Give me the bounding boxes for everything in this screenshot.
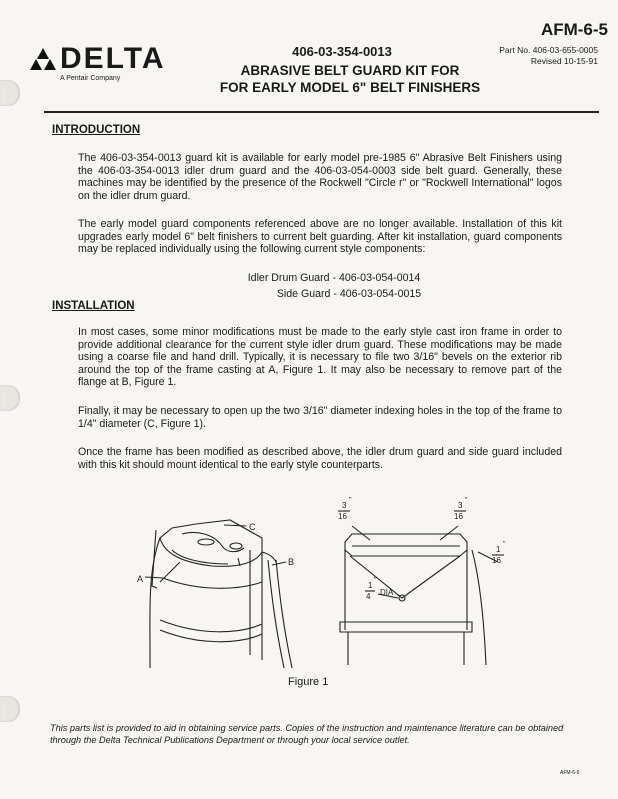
dim-left-inch: " xyxy=(349,497,352,504)
dia-numerator: 1 xyxy=(368,581,373,590)
dim-right-denominator: 16 xyxy=(454,512,463,521)
part-no: Part No. 406-03-655-0005 xyxy=(499,45,598,55)
component-idler-drum-guard: Idler Drum Guard - 406-03-054-0014 xyxy=(247,272,421,284)
installation-paragraph-2: Finally, it may be necessary to open up the two 3/16" diameter indexing holes in the top of the frame to 1/4" diameter (C, Figure 1). xyxy=(78,405,562,430)
delta-logo xyxy=(30,44,180,82)
dim-left-denominator: 16 xyxy=(338,512,347,521)
title-line-2: FOR EARLY MODEL 6" BELT FINISHERS xyxy=(219,80,481,95)
dia-inch: " xyxy=(374,577,377,584)
label-a: A xyxy=(137,574,144,584)
installation-paragraph-1: In most cases, some minor modifications must be made to the early style cast iron frame in order to provide additional clearance for the current style idler drum guard. These modifications may be made using a coarse file and hand drill. Typically, it is necessary to file two 3/16" bevels on the exterior rib around the top of the frame casting at A, Figure 1. It may also be necessary to remove part of the flange at B, Figure 1. xyxy=(78,326,562,389)
component-side-guard: Side Guard - 406-03-054-0015 xyxy=(276,288,422,300)
title-line-1: ABRASIVE BELT GUARD KIT FOR xyxy=(240,63,460,78)
dim-side-denominator: 16 xyxy=(492,556,501,565)
part-number-block xyxy=(440,45,598,67)
figure-1-drawing xyxy=(0,490,618,670)
revised-date: Revised 10-15-91 xyxy=(530,56,598,66)
brand-name: DELTA xyxy=(60,42,166,75)
footer-code: AFM-6-5 xyxy=(560,770,580,776)
dim-left-numerator: 3 xyxy=(342,501,347,510)
frame-perspective-view xyxy=(137,520,294,668)
intro-paragraph-1: The 406-03-354-0013 guard kit is available for early model pre-1985 6" Abrasive Belt Finishers using the 406-03-354-0013 idler drum guard and the 406-03-054-0003 side belt guard. Generally, these machines may be identified by the presence of the Rockwell "Circle r" or "Rockwell International" logos on the idler drum guard. xyxy=(78,152,562,202)
delta-triangles-icon xyxy=(30,48,56,70)
punch-hole xyxy=(0,80,20,106)
header-divider xyxy=(44,111,599,113)
brand-subtitle: A Pentair Company xyxy=(60,75,121,82)
installation-heading: INSTALLATION xyxy=(52,300,135,312)
installation-paragraph-3: Once the frame has been modified as described above, the idler drum guard and side guard included with this kit should mount identical to the early style counterparts. xyxy=(78,446,562,471)
intro-paragraph-2: The early model guard components referenced above are no longer available. Installation of this kit upgrades early model 6" belt finishers to current belt guarding. After kit installation, guard components may be replaced individually using the following current style components: xyxy=(78,218,562,256)
dim-right-inch: " xyxy=(465,497,468,504)
footer-note: This parts list is provided to aid in obtaining service parts. Copies of the instruction and maintenance literature can be obtained through the Delta Technical Publications Department or through your local service outlet. xyxy=(50,723,564,745)
document-code: AFM-6-5 xyxy=(540,20,608,39)
figure-caption: Figure 1 xyxy=(288,676,329,688)
introduction-heading: INTRODUCTION xyxy=(52,124,141,136)
dia-label: DIA xyxy=(380,588,394,597)
kit-part-number: 406-03-354-0013 xyxy=(292,44,392,59)
label-b: B xyxy=(288,557,295,567)
dim-right-numerator: 3 xyxy=(458,501,463,510)
document-title xyxy=(200,62,500,96)
dim-side-inch: " xyxy=(503,541,506,548)
punch-hole xyxy=(0,385,20,411)
dim-side-numerator: 1 xyxy=(496,545,501,554)
label-c: C xyxy=(249,522,256,532)
punch-hole xyxy=(0,696,20,722)
dia-denominator: 4 xyxy=(366,592,371,601)
frame-front-view xyxy=(338,497,506,665)
